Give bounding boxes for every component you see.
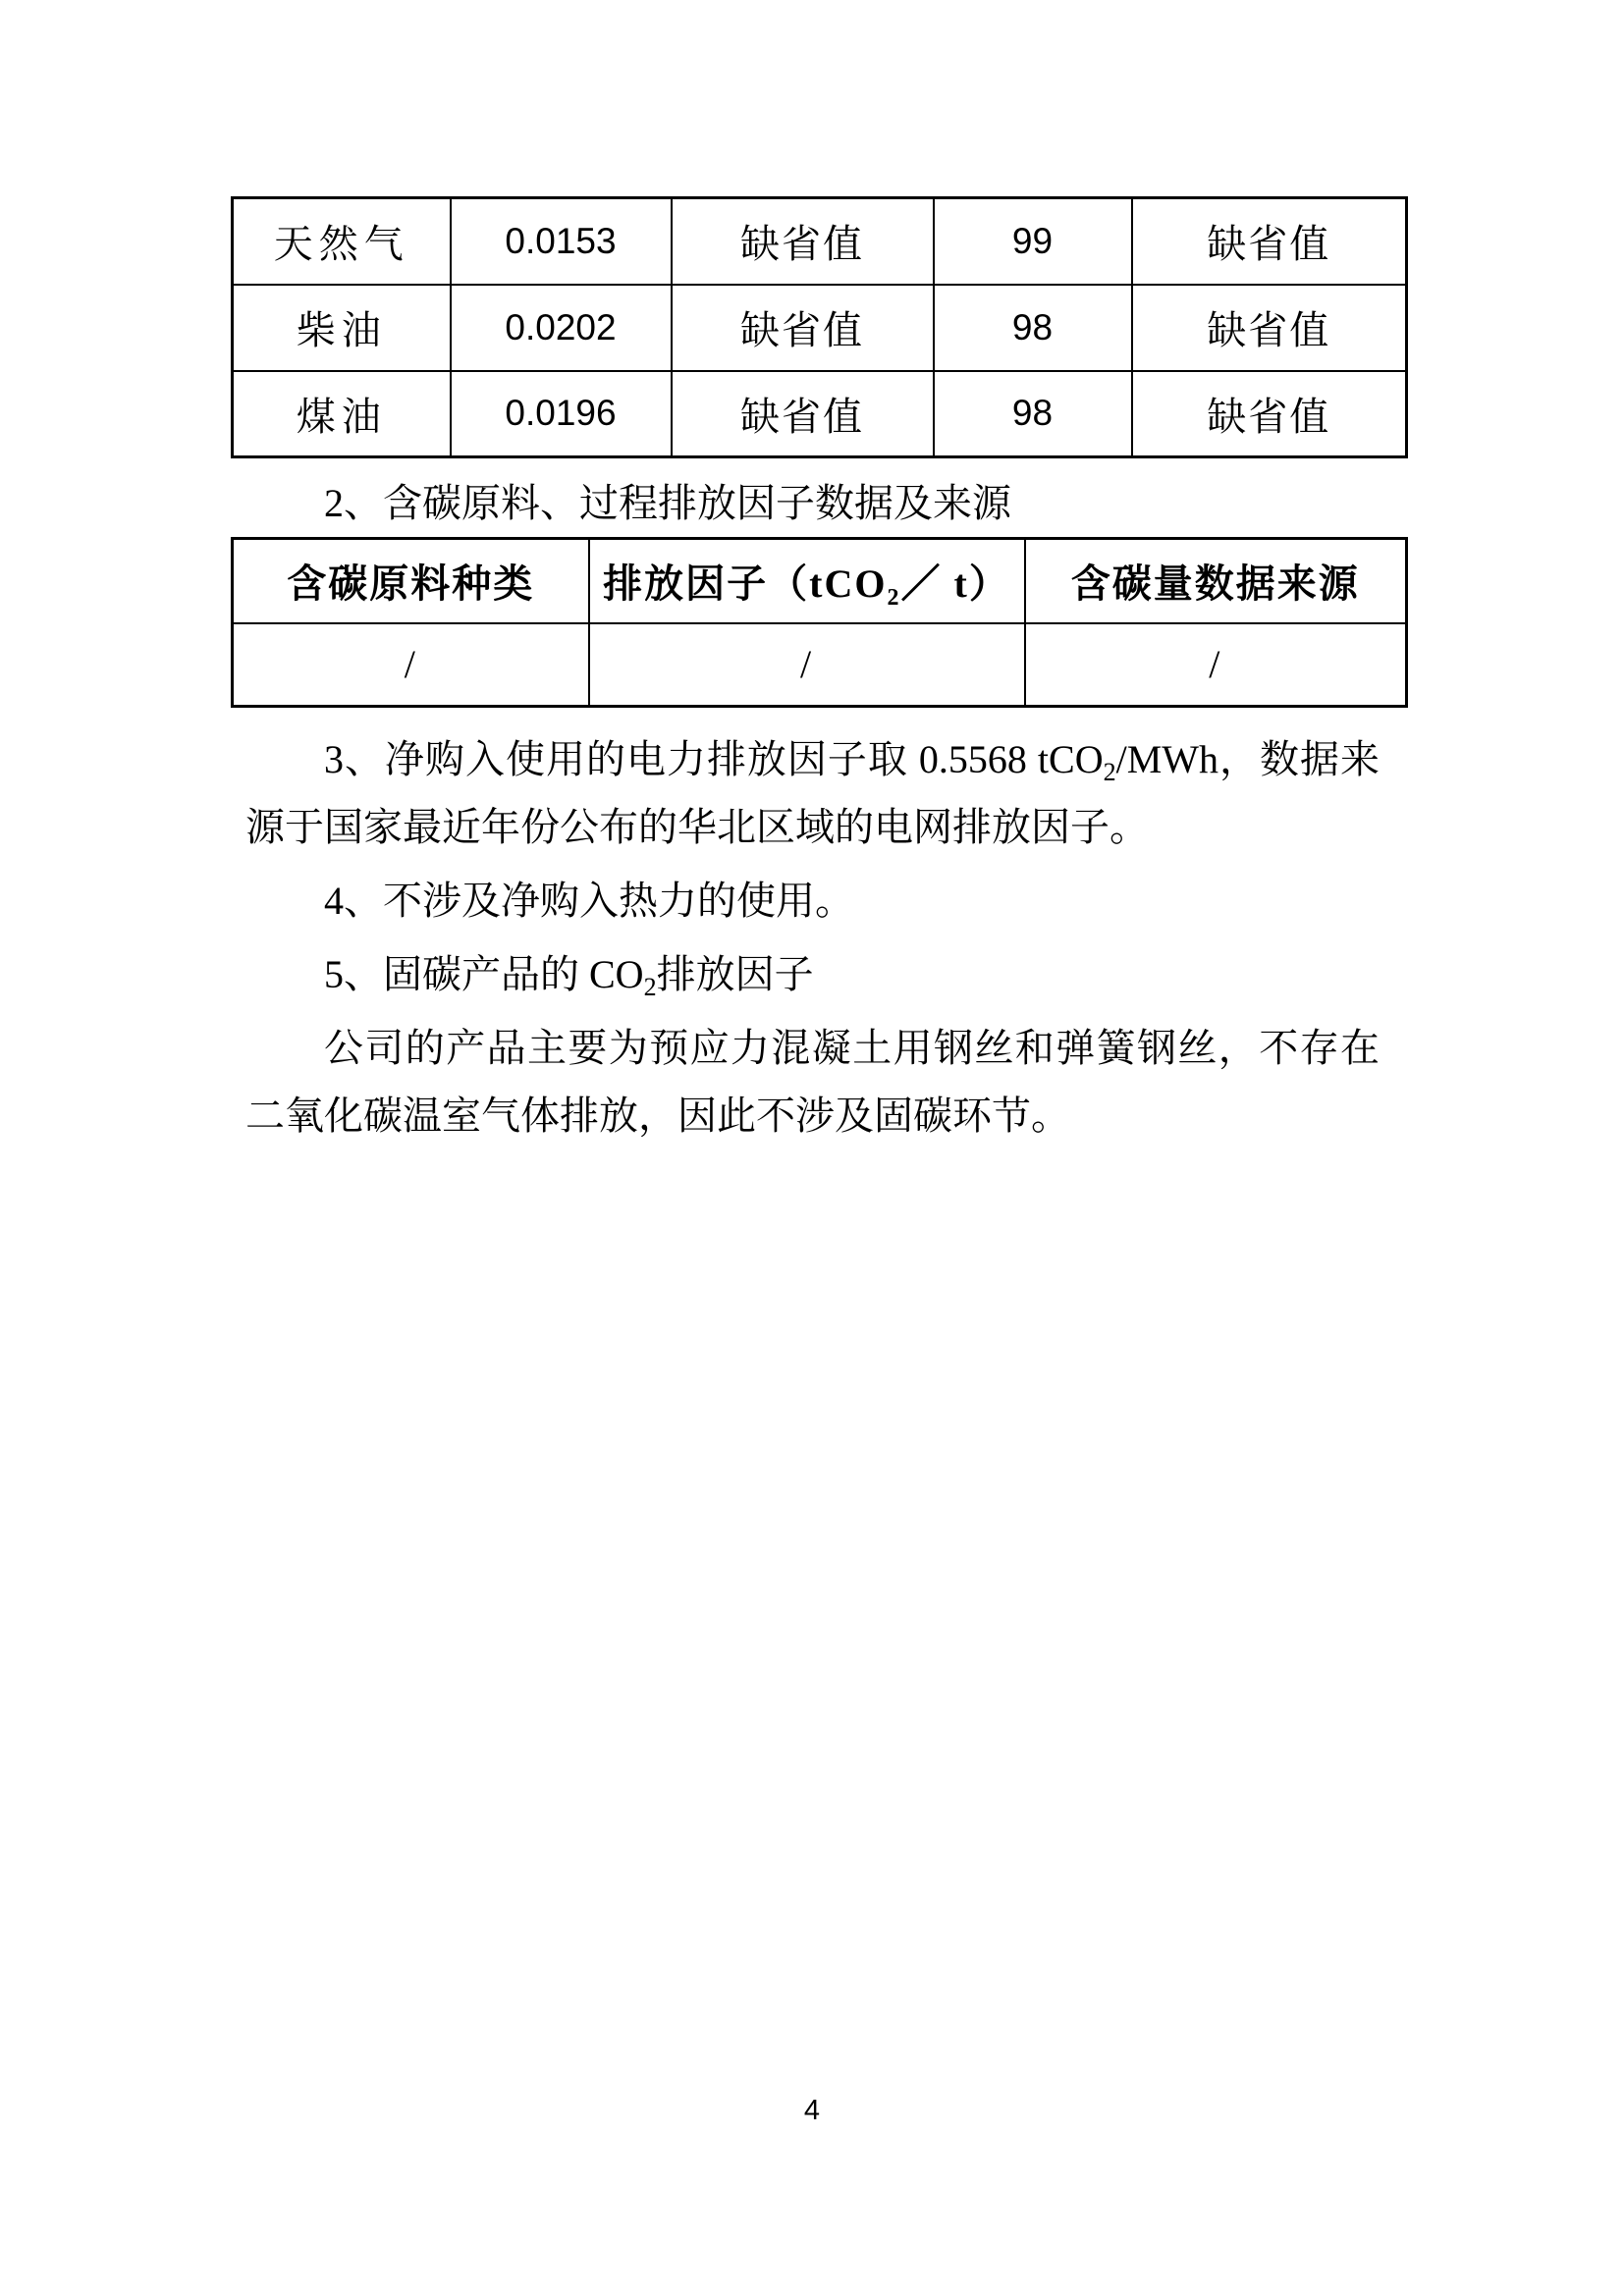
rate-source-cell: 缺省值	[1132, 285, 1407, 371]
table-header-row	[233, 539, 1407, 623]
material-type-cell: /	[233, 623, 589, 707]
emission-factor-cell: /	[589, 623, 1025, 707]
rate-value-cell: 98	[934, 371, 1132, 457]
paragraph-4: 4、不涉及净购入热力的使用。	[324, 879, 854, 923]
page-content	[245, 0, 1380, 1149]
fuel-name-cell: 柴油	[233, 285, 451, 371]
rate-source-cell: 缺省值	[1132, 198, 1407, 285]
carbon-source-cell: /	[1025, 623, 1407, 707]
table-row	[233, 371, 1407, 457]
carbon-material-factor-table	[231, 537, 1408, 708]
subscript-2: 2	[1103, 758, 1116, 786]
paragraph-5: 5、固碳产品的 $CO_2$排放因子	[324, 952, 814, 1001]
factor-value-cell: 0.0153	[451, 198, 672, 285]
table-row	[233, 285, 1407, 371]
header-emission-factor: 排放因子（tCO$_2$／ t）	[589, 539, 1025, 623]
rate-source-cell: 缺省值	[1132, 371, 1407, 457]
rate-value-cell: 98	[934, 285, 1132, 371]
factor-source-cell: 缺省值	[672, 198, 934, 285]
factor-source-cell: 缺省值	[672, 285, 934, 371]
factor-value-cell: 0.0196	[451, 371, 672, 457]
subscript-2: 2	[887, 585, 901, 612]
header-material-type: 含碳原料种类	[233, 539, 589, 623]
fuel-name-cell: 天然气	[233, 198, 451, 285]
subscript-2: 2	[643, 973, 657, 1001]
header-carbon-data-source: 含碳量数据来源	[1025, 539, 1407, 623]
fuel-name-cell: 煤油	[233, 371, 451, 457]
paragraph-6: 公司的产品主要为预应力混凝土用钢丝和弹簧钢丝，不存在二氧化碳温室气体排放，因此不涉及固碳环节。	[245, 1026, 1380, 1138]
table-row	[233, 198, 1407, 285]
fuel-emission-factor-table	[231, 196, 1408, 458]
paragraph-3: 3、净购入使用的电力排放因子取 0.5568 tCO$_2$/MWh，数据来源于国家最近年份公布的华北区域的电网排放因子。	[245, 737, 1380, 849]
factor-value-cell: 0.0202	[451, 285, 672, 371]
rate-value-cell: 99	[934, 198, 1132, 285]
section-heading-2: 2、含碳原料、过程排放因子数据及来源	[324, 481, 1011, 525]
page-number: 4	[803, 2095, 821, 2126]
factor-source-cell: 缺省值	[672, 371, 934, 457]
table-row	[233, 623, 1407, 707]
